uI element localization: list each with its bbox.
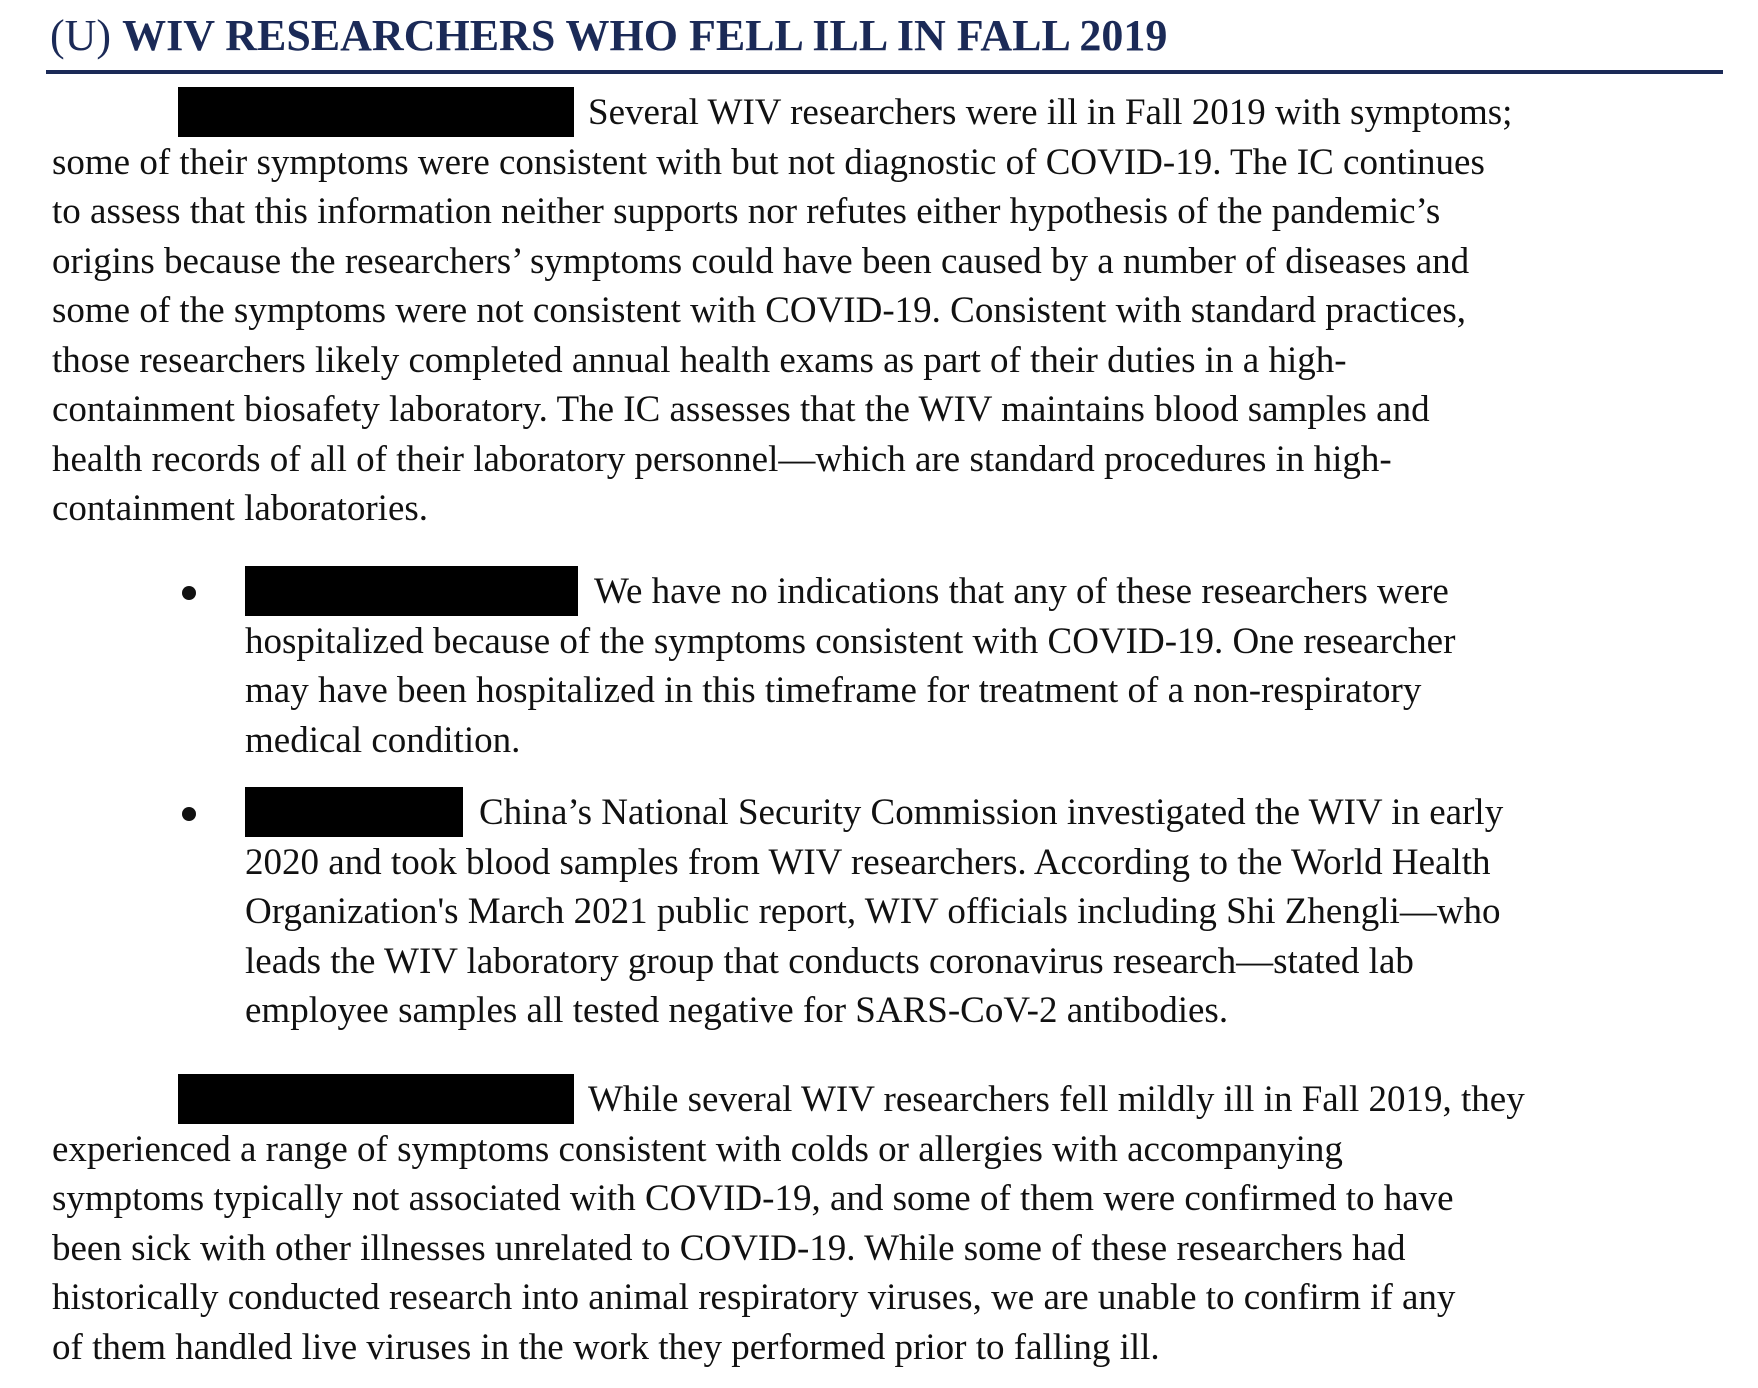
paragraph-line: been sick with other illnesses unrelated to COVID-19. While some of these researchers had bbox=[52, 1227, 1406, 1269]
paragraph-line: to assess that this information neither supports nor refutes either hypothesis of the pandemic’s bbox=[52, 191, 1441, 232]
bullet-line: employee samples all tested negative for SARS-CoV-2 antibodies. bbox=[245, 990, 1229, 1031]
paragraph-line: containment biosafety laboratory. The IC assesses that the WIV maintains blood samples and bbox=[52, 389, 1430, 430]
paragraph-line: some of the symptoms were not consistent with COVID-19. Consistent with standard practices, bbox=[52, 290, 1467, 331]
paragraph-researchers-ill bbox=[52, 88, 1732, 534]
paragraph-line bbox=[52, 88, 1732, 138]
redaction-block bbox=[245, 787, 463, 837]
paragraph-line: those researchers likely completed annual health exams as part of their duties in a high- bbox=[52, 339, 1347, 381]
paragraph-line: of them handled live viruses in the work they performed prior to falling ill. bbox=[52, 1326, 1160, 1368]
bullet-line: hospitalized because of the symptoms consistent with COVID-19. One researcher bbox=[245, 620, 1456, 662]
paragraph-line bbox=[52, 1075, 1732, 1125]
bullet-text bbox=[245, 788, 1725, 1036]
bullet-text-span: China’s National Security Commission investigated the WIV in early bbox=[479, 792, 1504, 833]
redaction-block bbox=[178, 87, 574, 137]
bullet-line: Organization's March 2021 public report, WIV officials including Shi Zhengli—who bbox=[245, 891, 1501, 932]
bullet-text-span: We have no indications that any of these researchers were bbox=[594, 571, 1449, 612]
redaction-block bbox=[178, 1074, 574, 1124]
paragraph-line: origins because the researchers’ symptoms could have been caused by a number of diseases and bbox=[52, 240, 1470, 282]
paragraph-line: containment laboratories. bbox=[52, 488, 429, 529]
section-title: WIV RESEARCHERS WHO FELL ILL IN FALL 2019 bbox=[122, 11, 1168, 60]
paragraph-line: experienced a range of symptoms consistent with colds or allergies with accompanying bbox=[52, 1128, 1343, 1170]
paragraph-text: While several WIV researchers fell mildly ill in Fall 2019, they bbox=[588, 1079, 1525, 1120]
bullet-line: may have been hospitalized in this timeframe for treatment of a non-respiratory bbox=[245, 670, 1422, 711]
bullet-line: 2020 and took blood samples from WIV researchers. According to the World Health bbox=[245, 841, 1491, 883]
redaction-block bbox=[245, 566, 578, 616]
bullet-icon bbox=[182, 807, 196, 821]
paragraph-line: symptoms typically not associated with COVID-19, and some of them were confirmed to have bbox=[52, 1178, 1454, 1219]
bullet-line: leads the WIV laboratory group that conducts coronavirus research—stated lab bbox=[245, 940, 1414, 982]
paragraph-line: historically conducted research into animal respiratory viruses, we are unable to confirm if any bbox=[52, 1277, 1456, 1318]
bullet-text bbox=[245, 567, 1725, 765]
bullet-icon bbox=[182, 586, 196, 600]
paragraph-line: some of their symptoms were consistent with but not diagnostic of COVID-19. The IC continues bbox=[52, 141, 1485, 183]
paragraph-text: Several WIV researchers were ill in Fall 2019 with symptoms; bbox=[588, 92, 1513, 133]
bullet-line bbox=[245, 788, 1725, 838]
bullet-line: medical condition. bbox=[245, 719, 521, 761]
classification-marking: (U) bbox=[50, 11, 112, 60]
paragraph-mild-illness bbox=[52, 1075, 1732, 1372]
heading-underline bbox=[46, 70, 1723, 74]
paragraph-line: health records of all of their laboratory personnel—which are standard procedures in high- bbox=[52, 438, 1392, 480]
bullet-line bbox=[245, 567, 1725, 617]
section-heading bbox=[50, 8, 1720, 64]
